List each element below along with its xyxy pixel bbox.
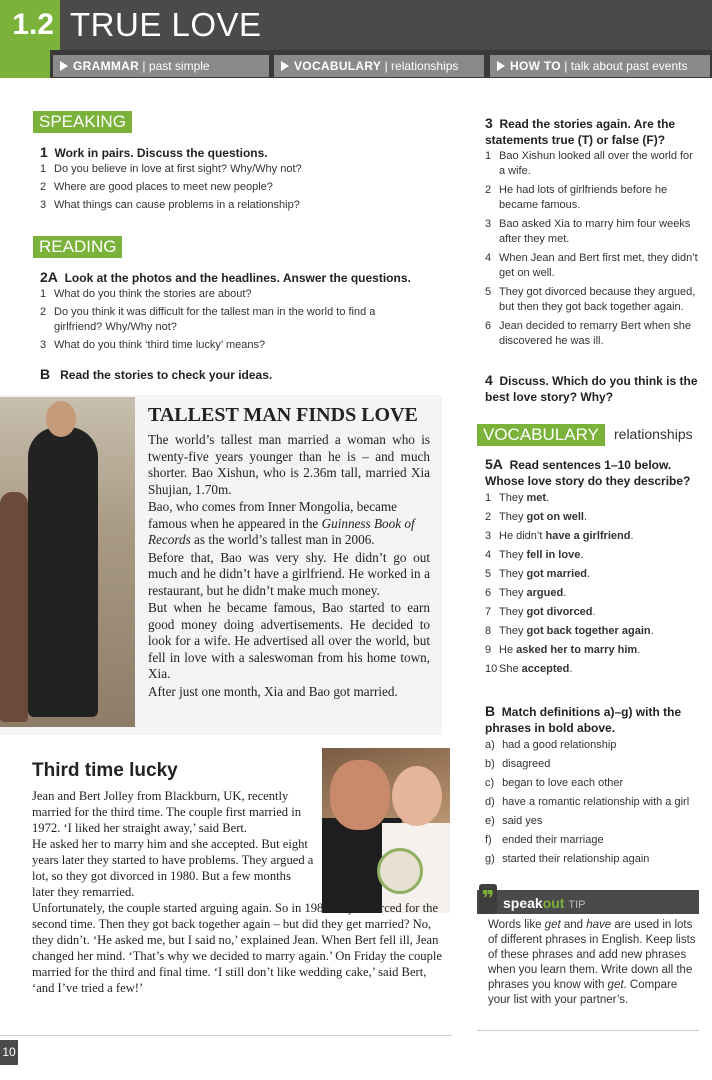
list-item: g) started their relationship again: [485, 853, 650, 865]
article2-body: [32, 788, 447, 996]
q3-list: [485, 149, 700, 349]
pill-grammar: GRAMMAR | past simple: [53, 55, 269, 77]
article2-paragraph: Unfortunately, the couple started arguing again. So in 1986 they divorced for the second time. Then they got back together again – but did they get married? No, they didn’t. ‘He asked me, but I said no,’ explained Jean. When Bert fell ill, Jean changed her mind. ‘That’s why we decided to marry again.’ On Friday the couple married for the third and final time. ‘I still don’t like wedding cake,’ said Bert, ‘and I’ve tried a few!’: [32, 901, 442, 995]
list-item: 1 What do you think the stories are about?: [40, 288, 252, 300]
article1-paragraph: But when he became famous, Bao started to earn good money doing advertisements. He decided to look for a wife. He advertised all over the world, but fell in love with a saleswoman from his home town, Xia.: [148, 600, 430, 681]
photo-woman: [0, 492, 28, 722]
q2a-heading: [40, 269, 411, 285]
pill-vocabulary-name: VOCABULARY: [294, 59, 382, 73]
q5b-heading: [485, 703, 700, 736]
page-title: TRUE LOVE: [70, 6, 262, 43]
pill-vocabulary: VOCABULARY | relationships: [274, 55, 484, 77]
pill-vocabulary-topic: relationships: [391, 59, 459, 73]
list-item: 3 What things can cause problems in a relationship?: [40, 199, 300, 211]
article2-paragraph: He asked her to marry him and she accepted. But eight years later they started to have problems. They argued a lot, so they got divorced in 1980. But a few months later they remarried.: [32, 837, 314, 899]
vocabulary-subtitle: relationships: [614, 426, 693, 442]
q1-heading: [40, 144, 268, 160]
list-item: 5 They got divorced because they argued, but then they got back together again.: [485, 286, 696, 313]
q5b-list: [485, 738, 705, 867]
list-item: 1 Do you believe in love at first sight? Why/Why not?: [40, 163, 302, 175]
pill-grammar-topic: past simple: [148, 59, 210, 73]
article2-paragraph: Jean and Bert Jolley from Blackburn, UK, recently married for the third time. The couple first married in 1972. ‘I liked her straight away,’ said Bert.: [32, 789, 302, 835]
article1-headline: TALLEST MAN FINDS LOVE: [148, 404, 418, 426]
q4-number: 4: [485, 372, 493, 388]
list-item: 10 She accepted.: [485, 663, 573, 675]
q3-number: 3: [485, 115, 493, 131]
q3-heading: [485, 115, 700, 148]
q5a-text: Read sentences 1–10 below. Whose love story do they describe?: [485, 458, 691, 488]
pill-grammar-name: GRAMMAR: [73, 59, 140, 73]
q1-number: 1: [40, 144, 48, 160]
article1-body: [148, 432, 430, 701]
list-item: 2 They got on well.: [485, 511, 588, 523]
list-item: 2 He had lots of girlfriends before he became famous.: [485, 184, 668, 211]
list-item: f) ended their marriage: [485, 834, 604, 846]
list-item: e) said yes: [485, 815, 543, 827]
q2a-text: Look at the photos and the headlines. Answer the questions.: [64, 271, 411, 285]
unit-number: 1.2: [0, 0, 60, 50]
list-item: 3 Bao asked Xia to marry him four weeks after they met.: [485, 218, 691, 245]
q3-text: Read the stories again. Are the statements true (T) or false (F)?: [485, 117, 676, 147]
page-number: 10: [0, 1040, 18, 1065]
speaking-label: SPEAKING: [33, 111, 132, 133]
quote-icon: ❞: [479, 884, 497, 914]
article1-paragraph: Before that, Bao was very shy. He didn’t go out much and he didn’t have a girlfriend. He worked in a restaurant, but he didn’t make much money.: [148, 549, 430, 598]
photo-man-head: [46, 401, 76, 437]
list-item: a) had a good relationship: [485, 739, 617, 751]
list-item: 4 When Jean and Bert first met, they didn’t get on well.: [485, 252, 698, 279]
q2a-number: 2A: [40, 269, 58, 285]
list-item: 5 They got married.: [485, 568, 591, 580]
q5a-number: 5A: [485, 456, 503, 472]
list-item: 6 They argued.: [485, 587, 567, 599]
list-item: 3 He didn’t have a girlfriend.: [485, 530, 634, 542]
q4-heading: [485, 372, 700, 405]
reading-label: READING: [33, 236, 122, 258]
list-item: 6 Jean decided to remarry Bert when she discovered he was ill.: [485, 320, 691, 347]
q5b-number: B: [485, 703, 496, 719]
q2b-heading: [40, 366, 272, 382]
list-item: 1 They met.: [485, 492, 550, 504]
list-item: 1 Bao Xishun looked all over the world for a wife.: [485, 150, 693, 177]
list-item: b) disagreed: [485, 758, 551, 770]
play-icon: [60, 61, 68, 71]
speaking-list: [40, 162, 440, 213]
photo-man: [28, 427, 98, 717]
list-item: d) have a romantic relationship with a girl: [485, 796, 690, 808]
list-item: 2 Do you think it was difficult for the tallest man in the world to find a girlfriend? Why/Why not?: [40, 306, 376, 333]
article1-paragraph: After just one month, Xia and Bao got married.: [148, 683, 398, 699]
list-item: 9 He asked her to marry him.: [485, 644, 641, 656]
q5b-text: Match definitions a)–g) with the phrases in bold above.: [485, 705, 682, 735]
article1-paragraph: The world’s tallest man married a woman who is twenty-five years younger than he is – and much shorter. Bao Xishun, who is 2.36m tall, married Xia Shujian, 1.70m.: [148, 432, 430, 497]
list-item: 8 They got back together again.: [485, 625, 654, 637]
q4-text: Discuss. Which do you think is the best love story? Why?: [485, 374, 698, 404]
pill-howto: HOW TO | talk about past events: [490, 55, 710, 77]
list-item: c) began to love each other: [485, 777, 624, 789]
list-item: 2 Where are good places to meet new people?: [40, 181, 273, 193]
tip-title: speakout TIP: [503, 895, 586, 911]
unit-strip: [0, 50, 50, 78]
article2-headline: Third time lucky: [32, 760, 178, 781]
list-item: 7 They got divorced.: [485, 606, 596, 618]
vocabulary-label: VOCABULARY: [477, 424, 605, 446]
q5a-list: [485, 491, 700, 677]
q5a-heading: [485, 456, 700, 489]
list-item: 3 What do you think ‘third time lucky’ means?: [40, 339, 266, 351]
play-icon: [281, 61, 289, 71]
q2b-number: B: [40, 366, 51, 382]
pill-howto-name: HOW TO: [510, 59, 561, 73]
list-item: 4 They fell in love.: [485, 549, 584, 561]
tip-text: Words like get and have are used in lots of different phrases in English. Keep lists of these phrases and add new phrases when you learn them. Write down all the phrases you know with get. Compare your list with your partner’s.: [488, 919, 696, 1006]
pill-howto-topic: talk about past events: [570, 59, 688, 73]
q1-text: Work in pairs. Discuss the questions.: [54, 146, 268, 160]
reading-list: [40, 287, 420, 353]
q2b-text: Read the stories to check your ideas.: [60, 368, 273, 382]
play-icon: [497, 61, 505, 71]
article1-paragraph: Bao, who comes from Inner Mongolia, became famous when he appeared in the Guinness Book of Records as the world’s tallest man in 2006.: [148, 499, 415, 547]
article1-photo: [0, 397, 135, 727]
